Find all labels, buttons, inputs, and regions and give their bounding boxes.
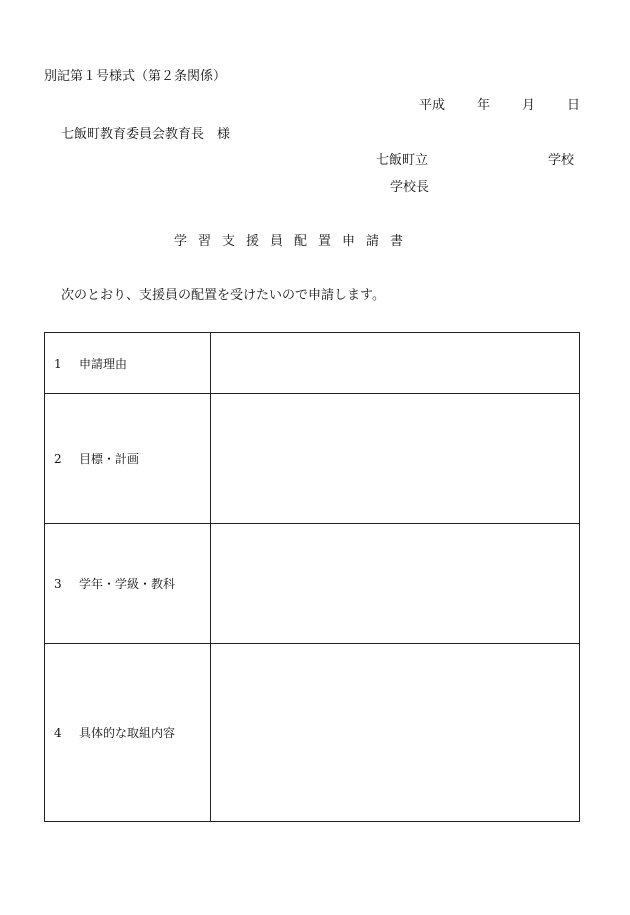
- addressee: 七飯町教育委員会教育長 様: [61, 127, 231, 142]
- table-row: [45, 394, 580, 524]
- row-label: 学年・学級・教科: [79, 577, 176, 591]
- table-row: [45, 524, 580, 644]
- row-label: 具体的な取組内容: [79, 726, 176, 740]
- date-day-label: 日: [567, 98, 581, 113]
- application-reason-field[interactable]: [211, 333, 580, 394]
- date-line: [419, 99, 580, 112]
- school-suffix: 学校: [548, 153, 575, 168]
- row-label-cell: [45, 394, 211, 524]
- document-title: 学習支援員配置申請書: [174, 234, 415, 249]
- row-number: 4: [54, 726, 62, 740]
- principal-label: 学校長: [390, 180, 430, 195]
- row-number: 2: [54, 452, 62, 466]
- grade-class-subject-field[interactable]: [211, 524, 580, 644]
- school-line: [376, 153, 575, 168]
- concrete-activities-field[interactable]: [211, 644, 580, 822]
- row-label-cell: [45, 524, 211, 644]
- row-label: 目標・計画: [79, 452, 140, 466]
- statement-text: 次のとおり、支援員の配置を受けたいので申請します。: [61, 288, 385, 303]
- row-label: 申請理由: [79, 356, 128, 371]
- date-year-label: 年: [477, 98, 491, 113]
- goals-plan-field[interactable]: [211, 394, 580, 524]
- row-number: 1: [54, 356, 62, 371]
- row-label-cell: [45, 644, 211, 822]
- application-table: [44, 332, 580, 822]
- form-number: 別記第１号様式（第２条関係）: [44, 69, 227, 84]
- table-row: [45, 644, 580, 822]
- date-month-label: 月: [522, 98, 536, 113]
- row-label-cell: [45, 333, 211, 394]
- table-row: [45, 333, 580, 394]
- row-number: 3: [54, 577, 62, 591]
- school-prefix: 七飯町立: [376, 153, 429, 168]
- date-era: 平成: [419, 98, 446, 113]
